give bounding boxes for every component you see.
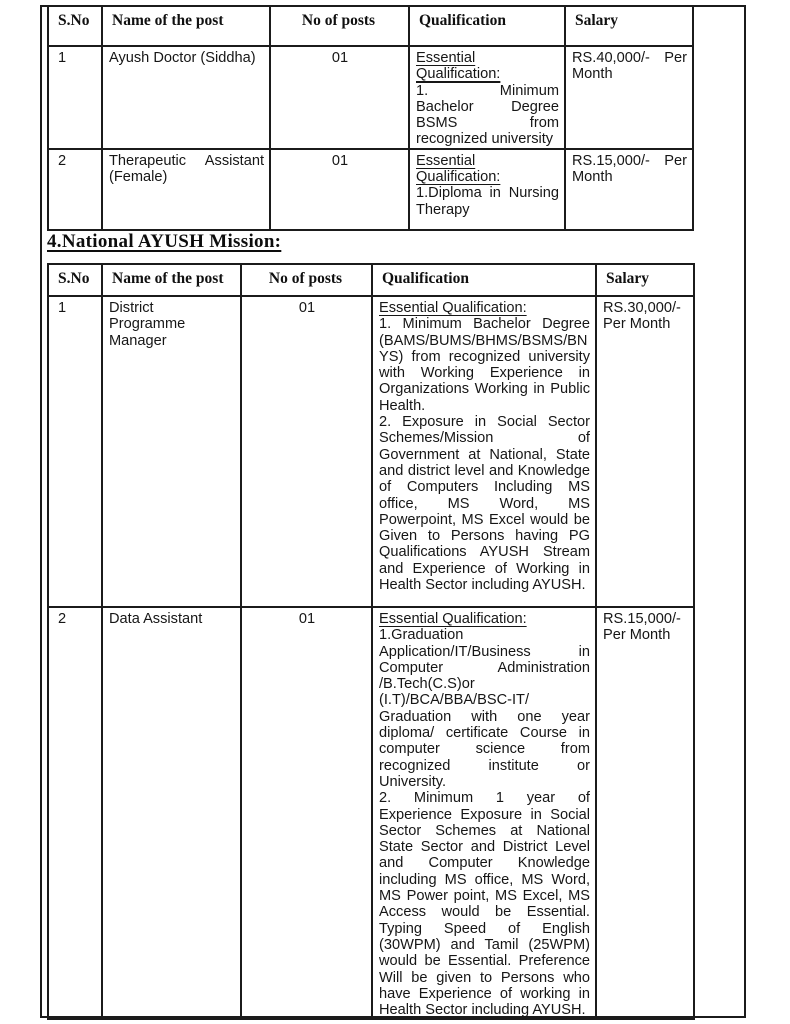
cell-post-name: [102, 46, 270, 149]
text-line: Qualifications AYUSH Stream: [379, 544, 590, 561]
recruitment-table-siddha-posts: [47, 5, 694, 231]
cell-no-of-posts: 01: [270, 46, 409, 149]
text-line: Essential: [416, 152, 476, 169]
cell-sno: 2: [48, 607, 102, 1019]
column-header: Salary: [596, 264, 694, 296]
header-row: [48, 264, 694, 296]
text-line: recognized university: [416, 131, 554, 148]
text-line: YS) from recognized university: [379, 348, 590, 365]
cell-qualification: [372, 607, 596, 1019]
text-line: Per Month: [603, 316, 671, 333]
text-line: recognized institute or: [379, 757, 590, 774]
text-line: Schemes/Mission of: [379, 430, 590, 447]
text-line: Government at National, State: [379, 446, 590, 463]
column-header: Qualification: [409, 6, 565, 46]
text-line: Typing Speed of English: [379, 920, 590, 937]
text-line: (30WPM) and Tamil (25WPM): [379, 936, 590, 953]
table-row: [48, 149, 693, 230]
text-line: Graduation with one year: [379, 708, 590, 725]
cell-qualification: [409, 149, 565, 230]
header-row: [48, 6, 693, 46]
text-line: Access would be Essential.: [379, 904, 590, 921]
text-line: Therapeutic Assistant: [109, 152, 264, 169]
text-line: and Computer Knowledge: [379, 855, 590, 872]
cell-salary: [596, 607, 694, 1019]
cell-no-of-posts: 01: [241, 607, 372, 1019]
text-line: Computer Administration: [379, 659, 590, 676]
text-line: Will be given to Persons who: [379, 969, 590, 986]
text-line: Ayush Doctor (Siddha): [109, 50, 256, 66]
text-line: Health Sector including AYUSH.: [379, 577, 586, 594]
cell-no-of-posts: 01: [241, 296, 372, 607]
cell-sno: 1: [48, 46, 102, 149]
table-row: [48, 46, 693, 149]
cell-salary: [596, 296, 694, 607]
text-line: District: [109, 300, 154, 316]
cell-qualification: [372, 296, 596, 607]
text-line: Essential: [416, 50, 476, 66]
text-line: RS.30,000/-: [603, 300, 681, 316]
text-line: of Computers Including MS: [379, 479, 590, 496]
cell-post-name: [102, 149, 270, 230]
cell-salary: [565, 149, 693, 230]
text-line: would be Essential. Preference: [379, 953, 590, 970]
text-line: RS.15,000/-: [603, 611, 681, 627]
text-line: have Experience of working in: [379, 985, 590, 1002]
text-line: RS.40,000/- Per: [572, 50, 687, 66]
section-heading-national-ayush-mission: 4.National AYUSH Mission:: [47, 231, 282, 252]
text-line: 1.Diploma in Nursing: [416, 185, 559, 202]
text-line: (Female): [109, 169, 168, 186]
text-line: Data Assistant: [109, 611, 203, 627]
text-line: Per Month: [603, 627, 671, 644]
text-line: office, MS Word, MS: [379, 495, 590, 512]
text-line: Programme: [109, 316, 186, 333]
text-line: Month: [572, 66, 613, 83]
text-line: computer science from: [379, 741, 590, 758]
text-line: and district level and Knowledge: [379, 462, 590, 479]
column-header: Name of the post: [102, 6, 270, 46]
recruitment-table-national-ayush-mission: [47, 263, 695, 1020]
column-header: S.No: [48, 264, 102, 296]
text-line: Given to Persons having PG: [379, 528, 590, 545]
text-line: diploma/ certificate Course in: [379, 725, 590, 742]
text-line: Experience Exposure in Social: [379, 806, 590, 823]
text-line: with Working Experience in: [379, 365, 590, 382]
text-line: including MS office, MS Word,: [379, 871, 590, 888]
column-header: Qualification: [372, 264, 596, 296]
text-line: and Experience of Working in: [379, 560, 590, 577]
text-line: Therapy: [416, 201, 470, 218]
column-header: Name of the post: [102, 264, 241, 296]
text-line: Health.: [379, 397, 426, 414]
text-line: Health Sector including AYUSH.: [379, 1002, 586, 1019]
column-header: S.No: [48, 6, 102, 46]
text-line: 2. Exposure in Social Sector: [379, 414, 590, 431]
text-line: Essential Qualification:: [379, 611, 527, 627]
text-line: University.: [379, 773, 447, 790]
text-line: /B.Tech(C.S)or: [379, 676, 475, 693]
text-line: Qualification:: [416, 169, 501, 186]
cell-qualification: [409, 46, 565, 149]
cell-post-name: [102, 607, 241, 1019]
text-line: Application/IT/Business in: [379, 643, 590, 660]
text-line: 1. Minimum: [416, 82, 559, 99]
text-line: Powerpoint, MS Excel would be: [379, 511, 590, 528]
text-line: (BAMS/BUMS/BHMS/BSMS/BN: [379, 332, 588, 349]
column-header: Salary: [565, 6, 693, 46]
cell-sno: 1: [48, 296, 102, 607]
text-line: Sector Schemes at National: [379, 822, 590, 839]
text-line: State Sector and District Level: [379, 839, 590, 856]
column-header: No of posts: [270, 6, 409, 46]
text-line: 1.Graduation: [379, 627, 464, 644]
text-line: Organizations Working in Public: [379, 381, 590, 398]
table-row: [48, 296, 694, 607]
table-row: [48, 607, 694, 1019]
text-line: MS Power point, MS Excel, MS: [379, 888, 590, 905]
text-line: 2. Minimum 1 year of: [379, 790, 590, 807]
text-line: (I.T)/BCA/BBA/BSC-IT/: [379, 692, 530, 709]
cell-salary: [565, 46, 693, 149]
cell-post-name: [102, 296, 241, 607]
cell-no-of-posts: 01: [270, 149, 409, 230]
text-line: Month: [572, 169, 613, 186]
text-line: RS.15,000/- Per: [572, 152, 687, 169]
text-line: Bachelor Degree: [416, 98, 559, 115]
text-line: Manager: [109, 332, 167, 349]
text-line: BSMS from: [416, 115, 559, 132]
column-header: No of posts: [241, 264, 372, 296]
cell-sno: 2: [48, 149, 102, 230]
text-line: Essential Qualification:: [379, 300, 527, 316]
text-line: 1. Minimum Bachelor Degree: [379, 316, 590, 333]
text-line: Qualification:: [416, 66, 501, 83]
